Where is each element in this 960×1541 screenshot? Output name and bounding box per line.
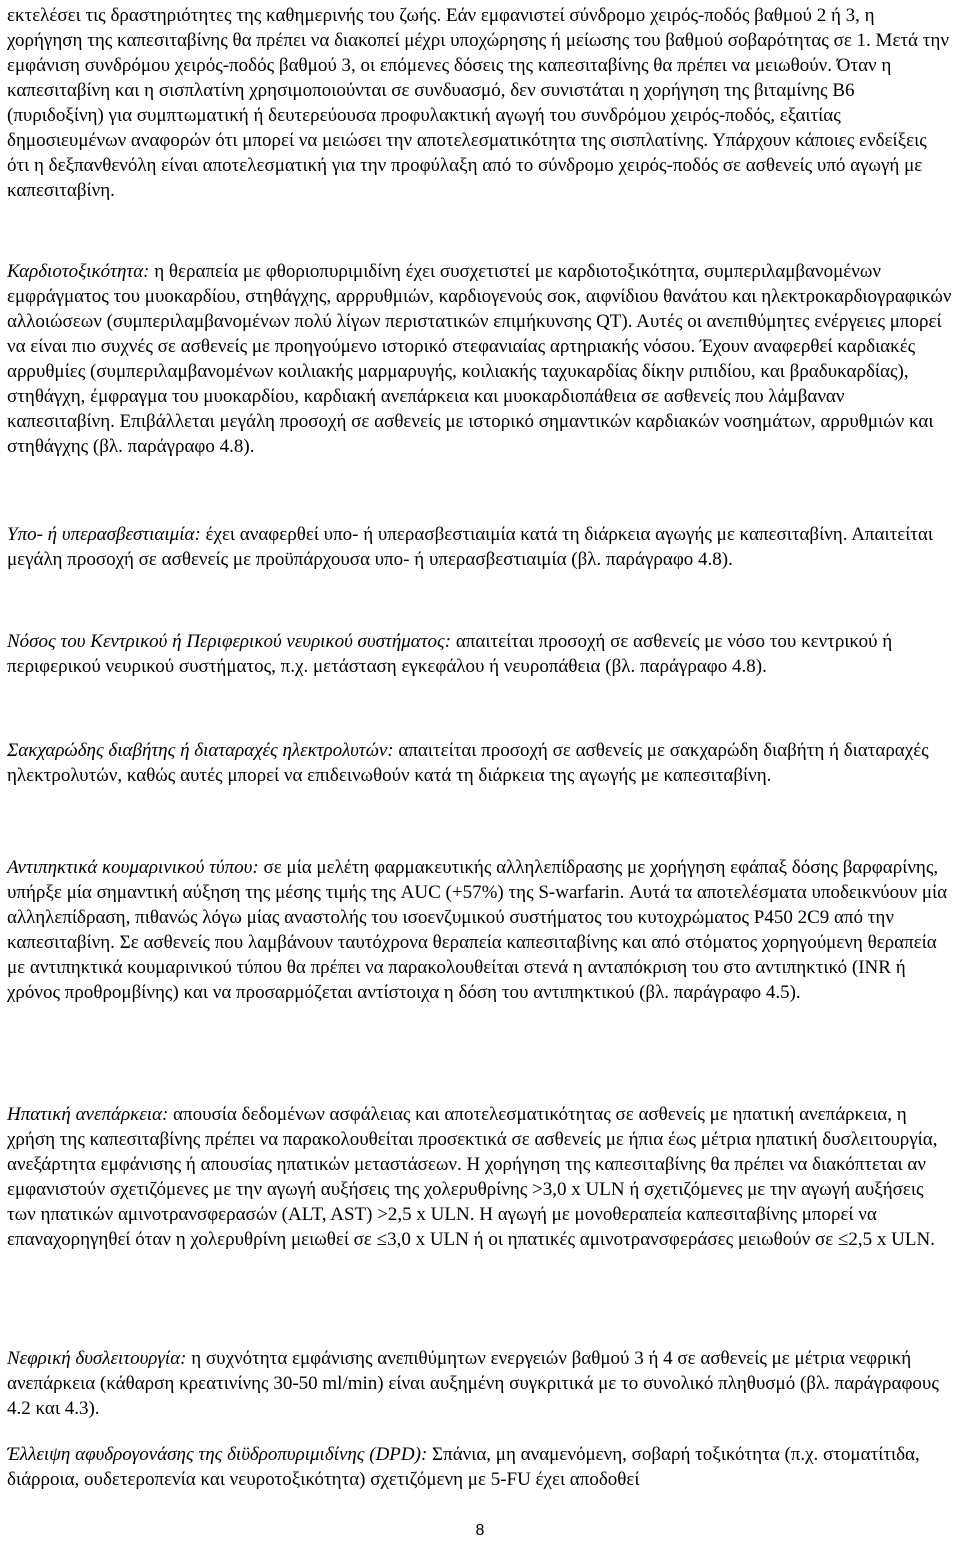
section-dpd-deficiency: [7, 1442, 953, 1492]
section-text: Σπάνια, μη αναμενόμενη, σοβαρή τοξικότητα (π.χ. στοματίτιδα, διάρροια, ουδετεροπενία και νευροτοξικότητα) σχετιζόμενη με 5-FU έχει αποδοθεί: [7, 1444, 920, 1490]
section-text: απαιτείται προσοχή σε ασθενείς με νόσο του κεντρικού ή περιφερικού νευρικού συστήματος, π.χ. μετάσταση εγκεφάλου ή νευροπάθεια (βλ. παράγραφο 4.8).: [7, 631, 893, 677]
section-heading: Νόσος του Κεντρικού ή Περιφερικού νευρικού συστήματος:: [7, 631, 452, 652]
section-heading: Καρδιοτοξικότητα:: [7, 261, 150, 282]
page-number: 8: [475, 1522, 485, 1539]
intro-text: εκτελέσει τις δραστηριότητες της καθημερινής του ζωής. Εάν εμφανιστεί σύνδρομο χειρός-ποδός βαθμού 2 ή 3, η χορήγηση της καπεσιταβίνης θα πρέπει να διακοπεί μέχρι υποχώρησης ή μείωσης του βαθμού σοβαρότητας σε 1. Μετά την εμφάνιση συνδρόμου χειρός-ποδός βαθμού 3, οι επόμενες δόσεις της καπεσιταβίνης θα πρέπει να μειωθούν. Όταν η καπεσιταβίνη και η σισπλατίνη χρησιμοποιούνται σε συνδυασμό, δεν συνιστάται η χορήγηση της βιταμίνης B6 (πυριδοξίνη) για συμπτωματική ή δευτερεύουσα προφυλακτική αγωγή του συνδρόμου χειρός-ποδός, εξαιτίας δημοσιευμένων αναφορών ότι μπορεί να μειώσει την αποτελεσματικότητα της σισπλατίνης. Υπάρχουν κάποιες ενδείξεις ότι η δεξπανθενόλη είναι αποτελεσματική για την προφύλαξη από το σύνδρομο χειρός-ποδός σε ασθενείς υπό αγωγή με καπεσιταβίνη.: [7, 5, 949, 201]
section-text: η συχνότητα εμφάνισης ανεπιθύμητων ενεργειών βαθμού 3 ή 4 σε ασθενείς με μέτρια νεφρική ανεπάρκεια (κάθαρση κρεατινίνης 30-50 ml/min) είναι αυξημένη συγκριτικά με το συνολικό πληθυσμό (βλ. παράγραφους 4.2 και 4.3).: [7, 1348, 939, 1419]
section-text: έχει αναφερθεί υπο- ή υπερασβεστιαιμία κατά τη διάρκεια αγωγής με καπεσιταβίνη. Απαιτείται μεγάλη προσοχή σε ασθενείς με προϋπάρχουσα υπο- ή υπερασβεστιαιμία (βλ. παράγραφο 4.8).: [7, 524, 934, 570]
section-heading: Νεφρική δυσλειτουργία:: [7, 1348, 187, 1369]
section-coumarin-anticoagulants: [7, 855, 953, 1005]
section-renal-impairment: [7, 1346, 953, 1421]
section-heading: Υπο- ή υπερασβεστιαιμία:: [7, 524, 201, 545]
section-heading: Ηπατική ανεπάρκεια:: [7, 1104, 169, 1125]
intro-paragraph: [7, 3, 953, 203]
section-calcaemia: [7, 522, 953, 572]
section-heading: Έλλειψη αφυδρογονάσης της διϋδροπυριμιδίνης (DPD):: [7, 1444, 428, 1465]
section-text: η θεραπεία με φθοριοπυριμιδίνη έχει συσχετιστεί με καρδιοτοξικότητα, συμπεριλαμβανομένων εμφράγματος του μυοκαρδίου, στηθάγχης, αρρρυθμιών, καρδιογενούς σοκ, αιφνίδιου θανάτου και ηλεκτροκαρδιογραφικών αλλοιώσεων (συμπεριλαμβανομένων πολύ λίγων περιστατικών επιμήκυνσης QT). Αυτές οι ανεπιθύμητες ενέργειες μπορεί να είναι πιο συχνές σε ασθενείς με προηγούμενο ιστορικό στεφανιαίας αρτηριακής νόσου. Έχουν αναφερθεί καρδιακές αρρυθμίες (συμπεριλαμβανομένων κοιλιακής μαρμαρυγής, κοιλιακής ταχυκαρδίας δίκην ριπιδίου, και βραδυκαρδίας), στηθάγχη, έμφραγμα του μυοκαρδίου, καρδιακή ανεπάρκεια και μυοκαρδιοπάθεια σε ασθενείς που λάμβαναν καπεσιταβίνη. Επιβάλλεται μεγάλη προσοχή σε ασθενείς με ιστορικό σημαντικών καρδιακών νοσημάτων, αρρυθμιών και στηθάγχης (βλ. παράγραφο 4.8).: [7, 261, 952, 457]
section-text: απουσία δεδομένων ασφάλειας και αποτελεσματικότητας σε ασθενείς με ηπατική ανεπάρκεια, η χρήση της καπεσιταβίνης πρέπει να παρακολουθείται προσεκτικά σε ασθενείς με ήπια έως μέτρια ηπατική δυσλειτουργία, ανεξάρτητα εμφάνισης ή απουσίας ηπατικών μεταστάσεων. Η χορήγηση της καπεσιταβίνης θα πρέπει να διακόπτεται αν εμφανιστούν σχετιζόμενες με την αγωγή αυξήσεις της χολερυθρίνης >3,0 x ULN ή σχετιζόμενες με την αγωγή αυξήσεις των ηπατικών αμινοτρανσφερασών (ALT, AST) >2,5 x ULN. Η αγωγή με μονοθεραπεία καπεσιταβίνης μπορεί να επαναχορηγηθεί όταν η χολερυθρίνη μειωθεί σε ≤3,0 x ULN ή οι ηπατικές αμινοτρανσφεράσες μειωθούν σε ≤2,5 x ULN.: [7, 1104, 938, 1250]
section-hepatic-impairment: [7, 1102, 953, 1252]
section-diabetes-electrolytes: [7, 738, 953, 788]
section-cardiotoxicity: [7, 259, 953, 459]
section-text: σε μία μελέτη φαρμακευτικής αλληλεπίδρασης με χορήγηση εφάπαξ δόσης βαρφαρίνης, υπήρξε μία σημαντική αύξηση της μέσης τιμής της AUC (+57%) της S-warfarin. Αυτά τα αποτελέσματα υποδεικνύουν μία αλληλεπίδραση, πιθανώς λόγω μίας αναστολής του ισοενζυμικού συστήματος του κυτοχρώματος P450 2C9 από την καπεσιταβίνη. Σε ασθενείς που λαμβάνουν ταυτόχρονα θεραπεία καπεσιταβίνης και από στόματος χορηγούμενη θεραπεία με αντιπηκτικά κουμαρινικού τύπου θα πρέπει να παρακολουθείται στενά η ανταπόκριση του στο αντιπηκτικό (INR ή χρόνος προθρομβίνης) και να προσαρμόζεται αντίστοιχα η δόση του αντιπηκτικού (βλ. παράγραφο 4.5).: [7, 857, 948, 1003]
section-heading: Αντιπηκτικά κουμαρινικού τύπου:: [7, 857, 259, 878]
section-text: απαιτείται προσοχή σε ασθενείς με σακχαρώδη διαβήτη ή διαταραχές ηλεκτρολυτών, καθώς αυτές μπορεί να επιδεινωθούν κατά τη διάρκεια της αγωγής με καπεσιταβίνη.: [7, 740, 929, 786]
section-nervous-system: [7, 629, 953, 679]
section-heading: Σακχαρώδης διαβήτης ή διαταραχές ηλεκτρολυτών:: [7, 740, 394, 761]
